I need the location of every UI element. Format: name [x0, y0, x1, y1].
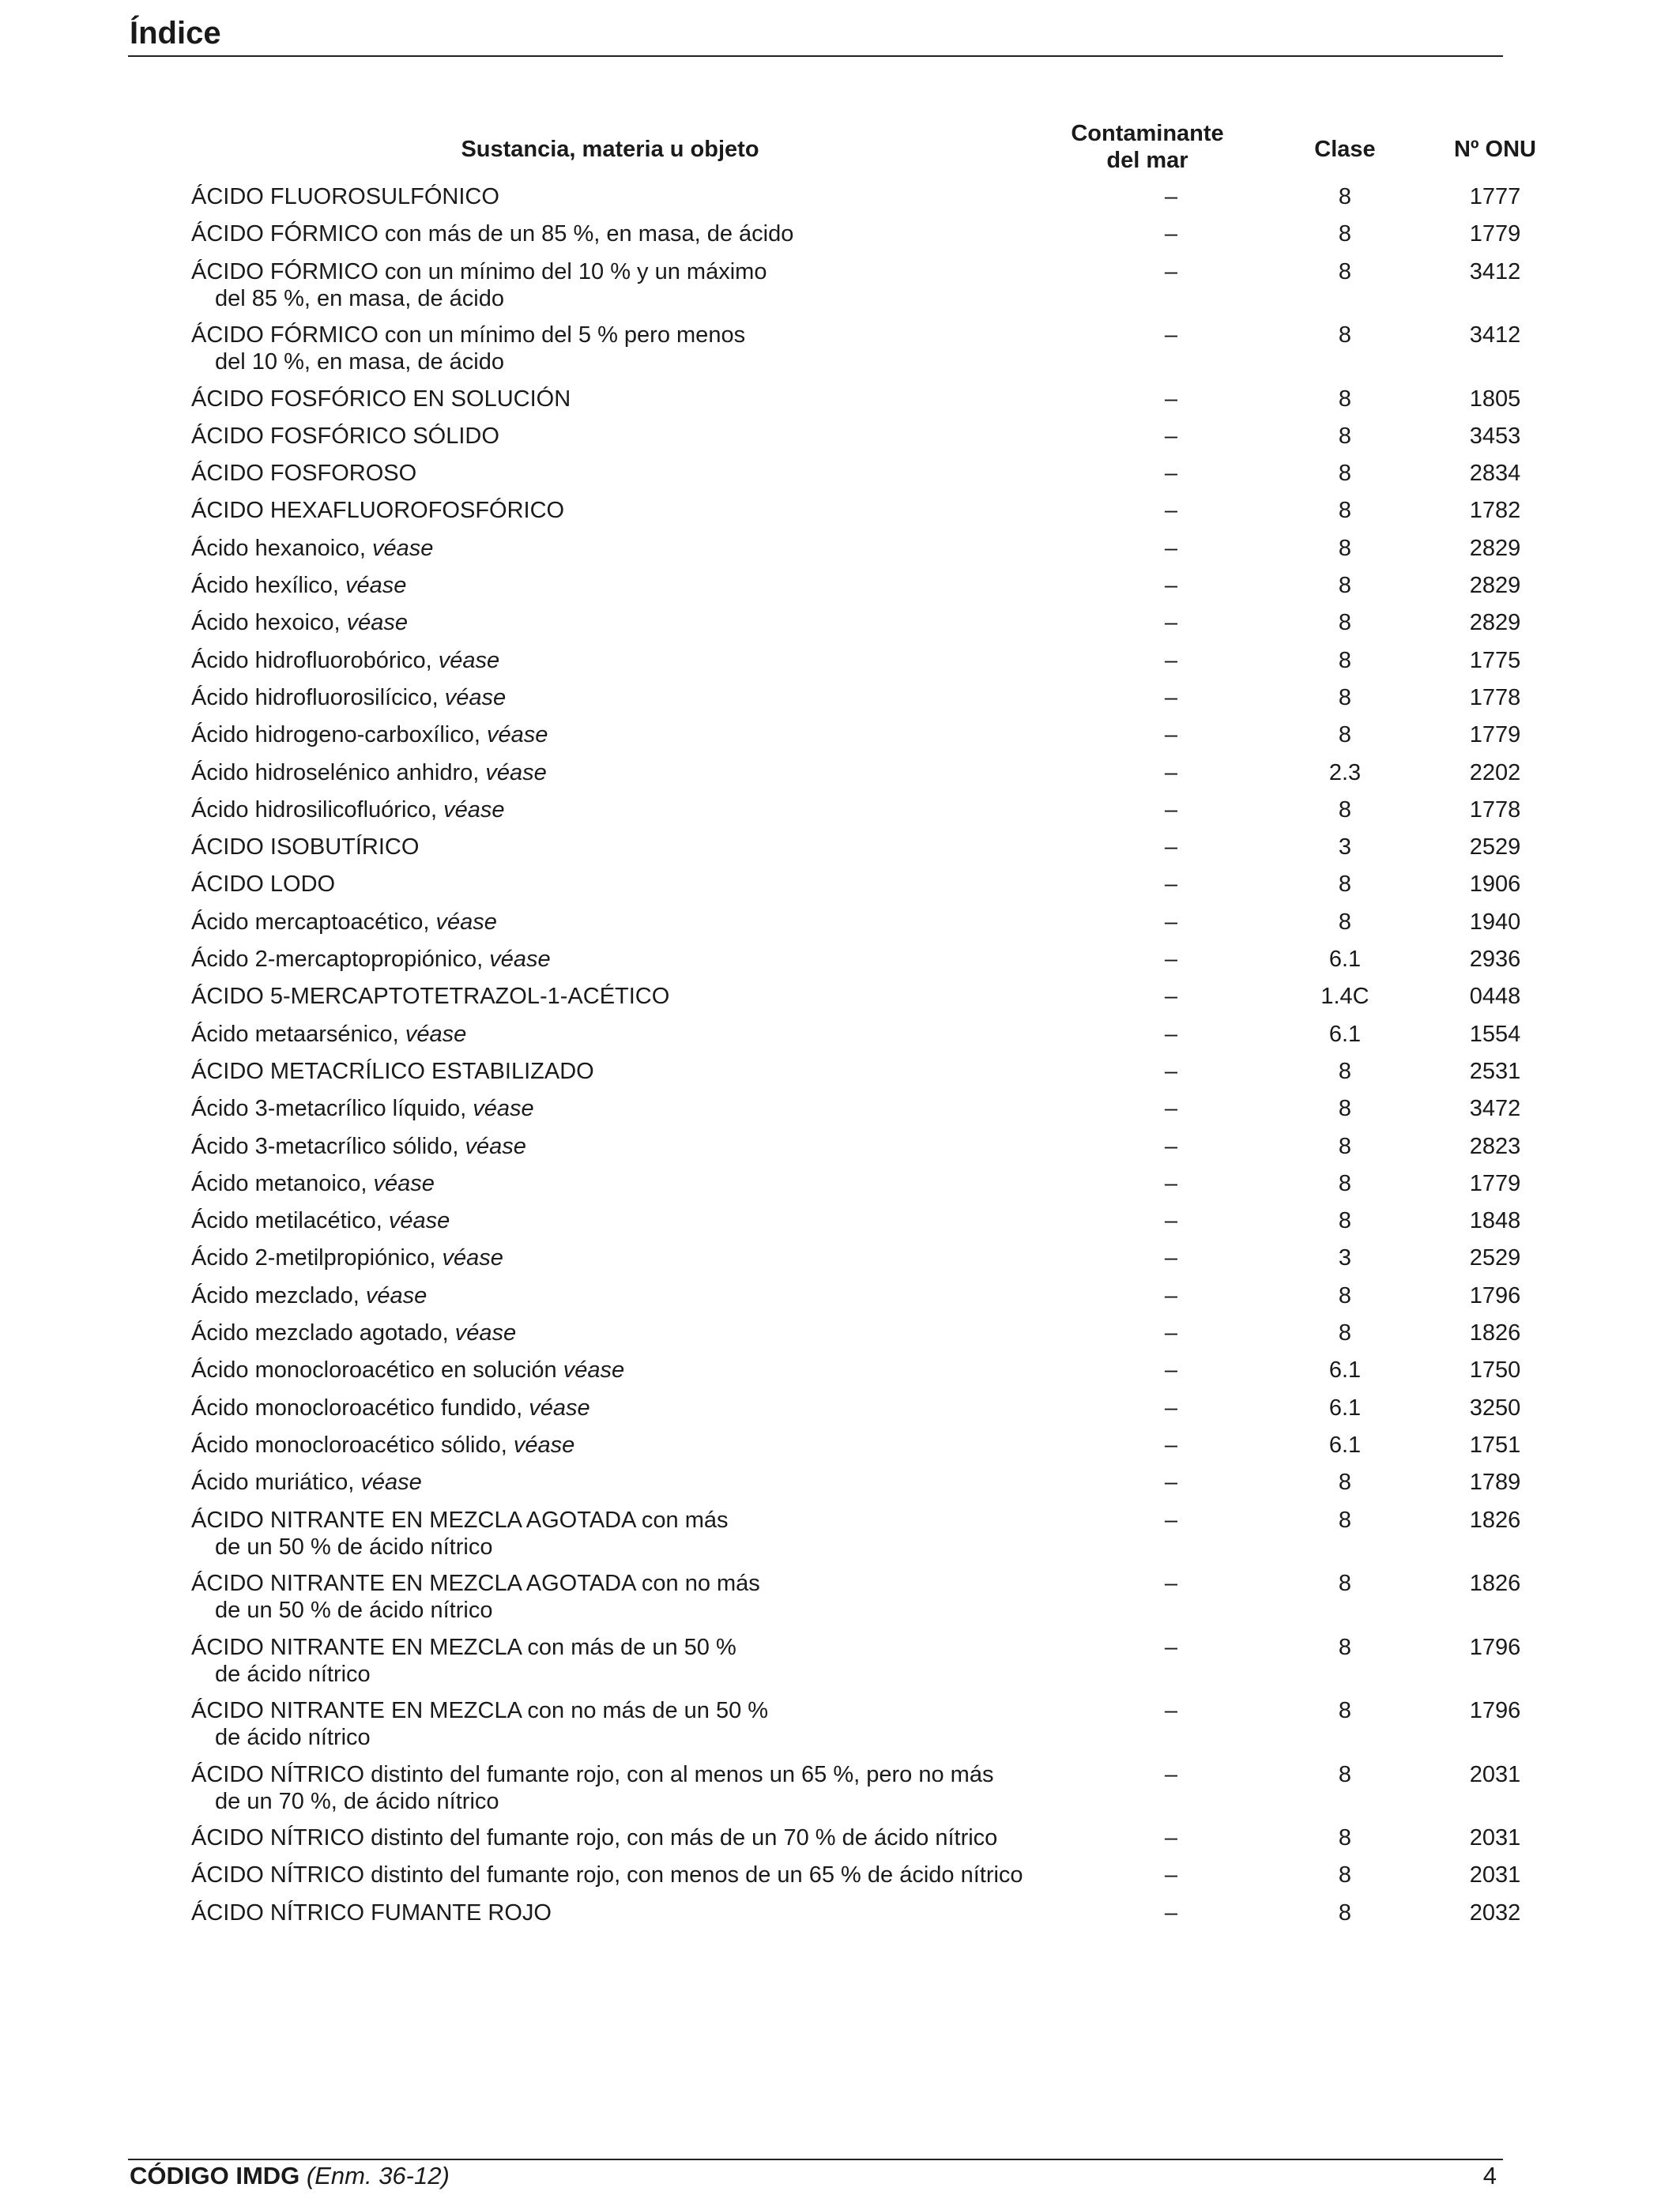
un-number-cell: 2032 [1469, 1899, 1521, 1926]
class-cell: 6.1 [1328, 947, 1362, 973]
substance-cell [191, 1395, 1045, 1421]
un-number-cell: 2031 [1469, 1825, 1521, 1851]
marine-pollutant-cell: – [1164, 1208, 1178, 1234]
substance-name: Ácido hexoico, [191, 610, 347, 636]
marine-pollutant-cell: – [1164, 1507, 1178, 1533]
substance-name: ÁCIDO NITRANTE EN MEZCLA con no más de un 50 % [191, 1698, 769, 1723]
substance-cell [191, 871, 1045, 898]
table-row [191, 1634, 1521, 1698]
class-cell: 8 [1338, 684, 1352, 710]
un-number-cell: 2829 [1469, 610, 1521, 636]
marine-pollutant-cell: – [1164, 498, 1178, 524]
substance-name: Ácido monocloroacético en solución [191, 1357, 563, 1384]
class-cell: 8 [1338, 184, 1352, 209]
marine-pollutant-cell: – [1164, 1395, 1178, 1421]
table-row [191, 796, 1521, 834]
un-number-cell: 1554 [1469, 1021, 1521, 1047]
substance-cell [191, 1570, 1045, 1624]
page-title: Índice [130, 16, 221, 51]
un-number-cell: 1826 [1469, 1507, 1521, 1533]
column-header-substance: Sustancia, materia u objeto [461, 137, 759, 162]
substance-name: Ácido metanoico, [191, 1170, 374, 1196]
un-number-cell: 0448 [1469, 984, 1521, 1010]
un-number-cell: 2529 [1469, 834, 1521, 860]
substance-cell [191, 1899, 1045, 1926]
un-number-cell: 2202 [1469, 759, 1521, 785]
table-row [191, 647, 1521, 684]
table-row [191, 946, 1521, 983]
class-cell: 8 [1338, 1058, 1352, 1084]
index-table [191, 119, 1537, 1937]
page-header [128, 11, 1503, 57]
substance-name: Ácido hidrofluorobórico, [191, 647, 439, 673]
see-reference: véase [485, 759, 547, 785]
un-number-cell: 3250 [1469, 1395, 1521, 1421]
page-footer [128, 2159, 1503, 2195]
class-cell: 8 [1338, 1470, 1352, 1496]
table-row [191, 759, 1521, 796]
marine-pollutant-cell: – [1164, 1058, 1178, 1084]
substance-name-continuation: de un 50 % de ácido nítrico [215, 1598, 493, 1623]
substance-cell [191, 535, 1045, 562]
substance-cell [191, 1021, 1045, 1048]
un-number-cell: 1778 [1469, 684, 1521, 710]
un-number-cell: 2829 [1469, 535, 1521, 561]
table-row [191, 983, 1521, 1020]
class-cell: 6.1 [1328, 1432, 1362, 1458]
un-number-cell: 2936 [1469, 947, 1521, 973]
table-row [191, 1862, 1521, 1899]
substance-name: Ácido hidrosilicofluórico, [191, 796, 444, 823]
table-row [191, 1207, 1521, 1244]
class-cell: 8 [1338, 1862, 1352, 1888]
substance-cell [191, 796, 1045, 823]
substance-cell [191, 609, 1045, 636]
substance-name: ÁCIDO METACRÍLICO ESTABILIZADO [191, 1058, 594, 1084]
substance-cell [191, 684, 1045, 711]
class-cell: 8 [1338, 423, 1352, 449]
see-reference: véase [365, 1282, 428, 1308]
marine-pollutant-cell: – [1164, 909, 1178, 935]
table-row [191, 535, 1521, 572]
substance-cell [191, 386, 1045, 412]
table-header [191, 119, 1537, 183]
table-row [191, 1133, 1521, 1170]
table-row [191, 871, 1521, 908]
class-cell: 8 [1338, 1208, 1352, 1234]
marine-pollutant-cell: – [1164, 1470, 1178, 1496]
see-reference: véase [435, 909, 497, 935]
un-number-cell: 1751 [1469, 1432, 1521, 1458]
see-reference: véase [454, 1320, 517, 1346]
substance-name: Ácido metilacético, [191, 1208, 389, 1234]
substance-name: ÁCIDO NÍTRICO distinto del fumante rojo, con más de un 70 % de ácido nítrico [191, 1825, 998, 1851]
class-cell: 8 [1338, 322, 1352, 348]
marine-pollutant-cell: – [1164, 1133, 1178, 1159]
substance-cell [191, 258, 1045, 312]
un-number-cell: 1826 [1469, 1571, 1521, 1596]
substance-name: ÁCIDO NÍTRICO distinto del fumante rojo, con al menos un 65 %, pero no más [191, 1761, 994, 1787]
un-number-cell: 1796 [1469, 1698, 1521, 1723]
substance-cell [191, 1469, 1045, 1496]
table-row [191, 460, 1521, 497]
see-reference: véase [486, 722, 548, 748]
substance-cell [191, 497, 1045, 524]
substance-name: Ácido monocloroacético sólido, [191, 1432, 514, 1458]
class-cell: 8 [1338, 1634, 1352, 1660]
column-header-marine-pollutant-line1: Contaminante [1071, 121, 1224, 146]
un-number-cell: 3472 [1469, 1096, 1521, 1122]
marine-pollutant-cell: – [1164, 535, 1178, 561]
un-number-cell: 2823 [1469, 1133, 1521, 1159]
marine-pollutant-cell: – [1164, 1634, 1178, 1660]
table-row [191, 1357, 1521, 1394]
table-row [191, 386, 1521, 423]
substance-name: Ácido hexílico, [191, 573, 346, 599]
un-number-cell: 3412 [1469, 322, 1521, 348]
un-number-cell: 1779 [1469, 722, 1521, 748]
un-number-cell: 1940 [1469, 909, 1521, 935]
substance-cell [191, 759, 1045, 786]
marine-pollutant-cell: – [1164, 647, 1178, 673]
see-reference: véase [388, 1208, 450, 1234]
class-cell: 1.4C [1320, 984, 1369, 1010]
substance-cell [191, 1244, 1045, 1271]
substance-name: ÁCIDO NÍTRICO distinto del fumante rojo, con menos de un 65 % de ácido nítrico [191, 1862, 1023, 1888]
substance-name: ÁCIDO FÓRMICO con más de un 85 %, en masa, de ácido [191, 221, 794, 247]
marine-pollutant-cell: – [1164, 1282, 1178, 1308]
footer-code-title: CÓDIGO IMDG [130, 2162, 300, 2189]
substance-cell [191, 721, 1045, 748]
table-row [191, 834, 1521, 871]
table-row [191, 1320, 1521, 1357]
marine-pollutant-cell: – [1164, 258, 1178, 284]
see-reference: véase [473, 1096, 534, 1122]
table-row [191, 497, 1521, 534]
table-row [191, 1021, 1521, 1058]
un-number-cell: 2529 [1469, 1245, 1521, 1271]
substance-cell [191, 1095, 1045, 1122]
see-reference: véase [489, 947, 551, 973]
see-reference: véase [443, 796, 505, 823]
class-cell: 3 [1338, 1245, 1352, 1271]
substance-cell [191, 1432, 1045, 1459]
substance-name: ÁCIDO NITRANTE EN MEZCLA AGOTADA con no más [191, 1571, 760, 1596]
un-number-cell: 2031 [1469, 1862, 1521, 1888]
marine-pollutant-cell: – [1164, 947, 1178, 973]
substance-cell [191, 220, 1045, 247]
substance-name: ÁCIDO NÍTRICO FUMANTE ROJO [191, 1899, 552, 1926]
see-reference: véase [444, 684, 507, 710]
class-cell: 2.3 [1328, 759, 1362, 785]
see-reference: véase [529, 1395, 590, 1421]
table-row [191, 1697, 1521, 1761]
un-number-cell: 1775 [1469, 647, 1521, 673]
un-number-cell: 1906 [1469, 872, 1521, 898]
class-cell: 8 [1338, 461, 1352, 487]
see-reference: véase [465, 1133, 526, 1159]
substance-name: ÁCIDO LODO [191, 872, 336, 898]
see-reference: véase [360, 1470, 422, 1496]
class-cell: 8 [1338, 221, 1352, 247]
marine-pollutant-cell: – [1164, 834, 1178, 860]
marine-pollutant-cell: – [1164, 1320, 1178, 1346]
class-cell: 8 [1338, 647, 1352, 673]
un-number-cell: 2531 [1469, 1058, 1521, 1084]
substance-cell [191, 1058, 1045, 1085]
class-cell: 8 [1338, 1282, 1352, 1308]
substance-cell [191, 1862, 1045, 1888]
un-number-cell: 1779 [1469, 1170, 1521, 1196]
footer-amendment: (Enm. 36-12) [306, 2162, 450, 2189]
column-header-class: Clase [1314, 137, 1376, 162]
table-row [191, 322, 1521, 386]
class-cell: 8 [1338, 1825, 1352, 1851]
class-cell: 8 [1338, 498, 1352, 524]
substance-name: Ácido metaarsénico, [191, 1021, 405, 1047]
un-number-cell: 1805 [1469, 386, 1521, 412]
footer-code [130, 2162, 450, 2190]
marine-pollutant-cell: – [1164, 1432, 1178, 1458]
marine-pollutant-cell: – [1164, 1096, 1178, 1122]
table-row [191, 220, 1521, 258]
class-cell: 8 [1338, 796, 1352, 823]
substance-name: Ácido 2-mercaptopropiónico, [191, 947, 490, 973]
substance-cell [191, 1697, 1045, 1751]
marine-pollutant-cell: – [1164, 386, 1178, 412]
un-number-cell: 3453 [1469, 423, 1521, 449]
marine-pollutant-cell: – [1164, 1761, 1178, 1787]
class-cell: 8 [1338, 1507, 1352, 1533]
table-body [191, 183, 1521, 1937]
substance-cell [191, 572, 1045, 599]
class-cell: 8 [1338, 573, 1352, 599]
un-number-cell: 2829 [1469, 573, 1521, 599]
un-number-cell: 1778 [1469, 796, 1521, 823]
marine-pollutant-cell: – [1164, 1245, 1178, 1271]
marine-pollutant-cell: – [1164, 184, 1178, 209]
marine-pollutant-cell: – [1164, 684, 1178, 710]
see-reference: véase [371, 535, 434, 561]
table-row [191, 1899, 1521, 1937]
substance-name: Ácido hidrofluorosilícico, [191, 684, 445, 710]
substance-cell [191, 1170, 1045, 1197]
marine-pollutant-cell: – [1164, 221, 1178, 247]
substance-cell [191, 423, 1045, 450]
class-cell: 6.1 [1328, 1395, 1362, 1421]
substance-name: ÁCIDO NITRANTE EN MEZCLA con más de un 50 % [191, 1634, 736, 1660]
marine-pollutant-cell: – [1164, 1571, 1178, 1596]
class-cell: 8 [1338, 722, 1352, 748]
substance-name: ÁCIDO NITRANTE EN MEZCLA AGOTADA con más [191, 1507, 729, 1533]
class-cell: 8 [1338, 1320, 1352, 1346]
un-number-cell: 1848 [1469, 1208, 1521, 1234]
see-reference: véase [346, 610, 409, 636]
class-cell: 8 [1338, 535, 1352, 561]
un-number-cell: 1779 [1469, 221, 1521, 247]
un-number-cell: 2031 [1469, 1761, 1521, 1787]
marine-pollutant-cell: – [1164, 322, 1178, 348]
marine-pollutant-cell: – [1164, 1899, 1178, 1926]
see-reference: véase [442, 1245, 503, 1271]
column-header-un-number: Nº ONU [1453, 137, 1537, 162]
substance-cell [191, 647, 1045, 674]
substance-name: ÁCIDO ISOBUTÍRICO [191, 834, 420, 860]
table-row [191, 1058, 1521, 1095]
substance-cell [191, 1634, 1045, 1688]
substance-cell [191, 1357, 1045, 1384]
class-cell: 8 [1338, 1761, 1352, 1787]
substance-name: Ácido hidroselénico anhidro, [191, 759, 486, 785]
un-number-cell: 1782 [1469, 498, 1521, 524]
page-number: 4 [1482, 2162, 1497, 2189]
marine-pollutant-cell: – [1164, 759, 1178, 785]
substance-name: Ácido muriático, [191, 1470, 361, 1496]
table-row [191, 423, 1521, 460]
see-reference: véase [438, 647, 500, 673]
substance-name: ÁCIDO FÓRMICO con un mínimo del 5 % pero menos [191, 322, 746, 348]
substance-name: ÁCIDO HEXAFLUOROFOSFÓRICO [191, 498, 565, 524]
class-cell: 8 [1338, 1571, 1352, 1596]
un-number-cell: 1796 [1469, 1282, 1521, 1308]
un-number-cell: 2834 [1469, 461, 1521, 487]
table-row [191, 1395, 1521, 1432]
substance-name: Ácido mezclado, [191, 1282, 366, 1308]
substance-cell [191, 1507, 1045, 1561]
table-row [191, 1432, 1521, 1469]
substance-name: ÁCIDO FLUOROSULFÓNICO [191, 184, 499, 209]
class-cell: 8 [1338, 610, 1352, 636]
un-number-cell: 3412 [1469, 258, 1521, 284]
table-row [191, 1761, 1521, 1825]
table-row [191, 258, 1521, 322]
table-row [191, 909, 1521, 946]
marine-pollutant-cell: – [1164, 796, 1178, 823]
substance-name-continuation: del 10 %, en masa, de ácido [215, 349, 504, 375]
substance-name: ÁCIDO FOSFÓRICO SÓLIDO [191, 423, 499, 449]
substance-cell [191, 1282, 1045, 1309]
substance-cell [191, 834, 1045, 860]
marine-pollutant-cell: – [1164, 1170, 1178, 1196]
table-row [191, 1570, 1521, 1634]
un-number-cell: 1750 [1469, 1357, 1521, 1384]
substance-name-continuation: de un 70 %, de ácido nítrico [215, 1788, 499, 1814]
see-reference: véase [405, 1021, 467, 1047]
substance-name: Ácido mercaptoacético, [191, 909, 436, 935]
table-row [191, 684, 1521, 721]
substance-name: ÁCIDO FÓRMICO con un mínimo del 10 % y un máximo [191, 258, 767, 284]
table-row [191, 609, 1521, 646]
marine-pollutant-cell: – [1164, 1698, 1178, 1723]
see-reference: véase [345, 573, 407, 599]
see-reference: véase [373, 1170, 435, 1196]
table-row [191, 1170, 1521, 1207]
marine-pollutant-cell: – [1164, 1021, 1178, 1047]
substance-name: Ácido monocloroacético fundido, [191, 1395, 529, 1421]
substance-cell [191, 183, 1045, 210]
marine-pollutant-cell: – [1164, 872, 1178, 898]
marine-pollutant-cell: – [1164, 1825, 1178, 1851]
table-row [191, 721, 1521, 759]
substance-name-continuation: de ácido nítrico [215, 1725, 371, 1750]
substance-cell [191, 1133, 1045, 1160]
see-reference: véase [563, 1357, 625, 1384]
see-reference: véase [513, 1432, 575, 1458]
substance-name: Ácido mezclado agotado, [191, 1320, 455, 1346]
column-header-marine-pollutant [1013, 120, 1282, 174]
class-cell: 8 [1338, 1170, 1352, 1196]
table-row [191, 1507, 1521, 1571]
marine-pollutant-cell: – [1164, 1862, 1178, 1888]
substance-name: Ácido hexanoico, [191, 535, 372, 561]
class-cell: 8 [1338, 386, 1352, 412]
substance-name: ÁCIDO 5-MERCAPTOTETRAZOL-1-ACÉTICO [191, 984, 670, 1010]
substance-cell [191, 1320, 1045, 1346]
substance-name: ÁCIDO FOSFOROSO [191, 461, 417, 487]
table-row [191, 1282, 1521, 1320]
class-cell: 8 [1338, 1899, 1352, 1926]
substance-name: ÁCIDO FOSFÓRICO EN SOLUCIÓN [191, 386, 571, 412]
substance-name: Ácido 3-metacrílico sólido, [191, 1133, 465, 1159]
substance-cell [191, 322, 1045, 375]
substance-name-continuation: del 85 %, en masa, de ácido [215, 285, 504, 311]
substance-name-continuation: de ácido nítrico [215, 1661, 371, 1687]
class-cell: 8 [1338, 258, 1352, 284]
class-cell: 8 [1338, 1698, 1352, 1723]
substance-name: Ácido 2-metilpropiónico, [191, 1245, 443, 1271]
class-cell: 8 [1338, 1096, 1352, 1122]
marine-pollutant-cell: – [1164, 461, 1178, 487]
class-cell: 6.1 [1328, 1021, 1362, 1047]
marine-pollutant-cell: – [1164, 722, 1178, 748]
class-cell: 8 [1338, 872, 1352, 898]
table-row [191, 572, 1521, 609]
table-row [191, 1469, 1521, 1506]
substance-cell [191, 909, 1045, 936]
class-cell: 8 [1338, 909, 1352, 935]
marine-pollutant-cell: – [1164, 610, 1178, 636]
substance-cell [191, 946, 1045, 973]
marine-pollutant-cell: – [1164, 573, 1178, 599]
un-number-cell: 1826 [1469, 1320, 1521, 1346]
table-row [191, 1824, 1521, 1862]
column-header-marine-pollutant-line2: del mar [1106, 148, 1188, 173]
substance-name: Ácido hidrogeno-carboxílico, [191, 722, 487, 748]
un-number-cell: 1789 [1469, 1470, 1521, 1496]
substance-cell [191, 983, 1045, 1010]
table-row [191, 1095, 1521, 1132]
class-cell: 3 [1338, 834, 1352, 860]
class-cell: 6.1 [1328, 1357, 1362, 1384]
substance-cell [191, 1824, 1045, 1851]
substance-name-continuation: de un 50 % de ácido nítrico [215, 1534, 493, 1560]
substance-name: Ácido 3-metacrílico líquido, [191, 1096, 473, 1122]
marine-pollutant-cell: – [1164, 984, 1178, 1010]
marine-pollutant-cell: – [1164, 1357, 1178, 1384]
table-row [191, 183, 1521, 220]
table-row [191, 1244, 1521, 1282]
substance-cell [191, 460, 1045, 487]
substance-cell [191, 1207, 1045, 1234]
substance-cell [191, 1761, 1045, 1815]
un-number-cell: 1796 [1469, 1634, 1521, 1660]
class-cell: 8 [1338, 1133, 1352, 1159]
un-number-cell: 1777 [1469, 184, 1521, 209]
marine-pollutant-cell: – [1164, 423, 1178, 449]
